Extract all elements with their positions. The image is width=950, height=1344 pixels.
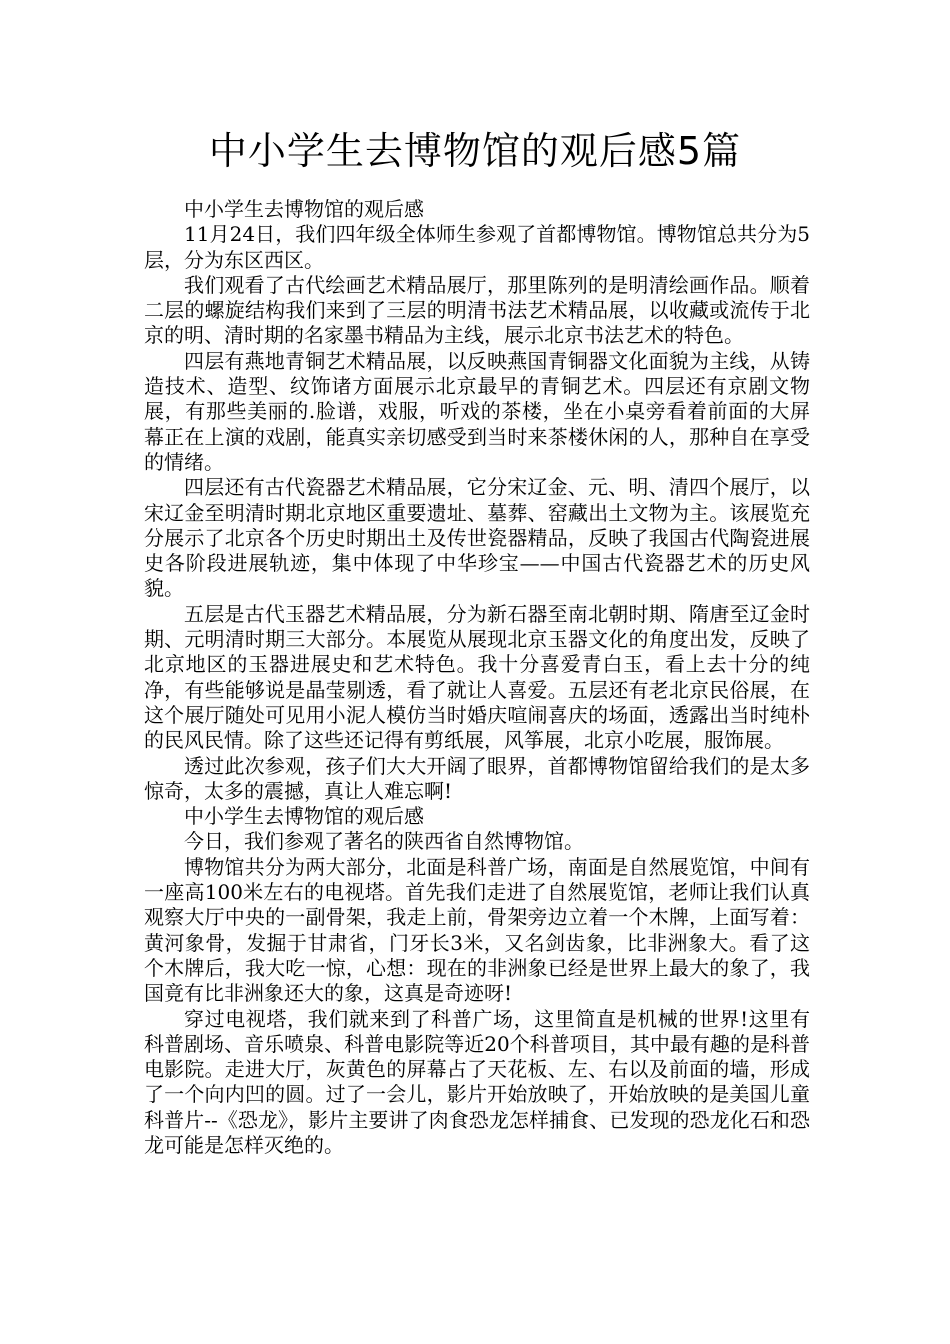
body-paragraph: 博物馆共分为两大部分，北面是科普广场，南面是自然展览馆，中间有一座高100米左右的电视塔。首先我们走进了自然展览馆，老师让我们认真观察大厅中央的一副骨架，我走上前，骨架旁边立着一个木牌，上面写着：黄河象骨，发掘于甘肃省，门牙长3米，又名剑齿象，比非洲象大。看了这个木牌后，我大吃一惊，心想：现在的非洲象已经是世界上最大的象了，我国竟有比非洲象还大的象，这真是奇迹呀! (144, 854, 810, 1006)
body-paragraph: 今日，我们参观了著名的陕西省自然博物馆。 (184, 829, 584, 854)
body-paragraph: 11月24日，我们四年级全体师生参观了首都博物馆。博物馆总共分为5层，分为东区西区。 (144, 222, 810, 272)
document-title: 中小学生去博物馆的观后感5篇 (208, 129, 742, 173)
document-body (144, 197, 810, 1158)
body-paragraph: 四层还有古代瓷器艺术精品展，它分宋辽金、元、明、清四个展厅，以宋辽金至明清时期北京地区重要遗址、墓葬、窑藏出土文物为主。该展览充分展示了北京各个历史时期出土及传世瓷器精品，反映了我国古代陶瓷进展史各阶段进展轨迹，集中体现了中华珍宝——中国古代瓷器艺术的历史风貌。 (144, 475, 810, 601)
body-paragraph: 五层是古代玉器艺术精品展，分为新石器至南北朝时期、隋唐至辽金时期、元明清时期三大部分。本展览从展现北京玉器文化的角度出发，反映了北京地区的玉器进展史和艺术特色。我十分喜爱青白玉，看上去十分的纯净，有些能够说是晶莹剔透，看了就让人喜爱。五层还有老北京民俗展，在这个展厅随处可见用小泥人模仿当时婚庆喧闹喜庆的场面，透露出当时纯朴的民风民情。除了这些还记得有剪纸展，风筝展，北京小吃展，服饰展。 (144, 601, 810, 753)
section-heading-1: 中小学生去博物馆的观后感 (184, 197, 424, 221)
body-paragraph: 透过此次参观，孩子们大大开阔了眼界，首都博物馆留给我们的是太多惊奇，太多的震撼，真让人难忘啊! (144, 753, 810, 803)
body-paragraph: 我们观看了古代绘画艺术精品展厅，那里陈列的是明清绘画作品。顺着二层的螺旋结构我们来到了三层的明清书法艺术精品展，以收藏或流传于北京的明、清时期的名家墨书精品为主线，展示北京书法艺术的特色。 (144, 272, 810, 348)
body-paragraph: 四层有燕地青铜艺术精品展，以反映燕国青铜器文化面貌为主线，从铸造技术、造型、纹饰诸方面展示北京最早的青铜艺术。四层还有京剧文物展，有那些美丽的.脸谱，戏服，听戏的茶楼，坐在小桌旁看着前面的大屏幕正在上演的戏剧，能真实亲切感受到当时来茶楼休闲的人，那种自在享受的情绪。 (144, 348, 810, 474)
body-paragraph: 穿过电视塔，我们就来到了科普广场，这里简直是机械的世界!这里有科普剧场、音乐喷泉、科普电影院等近20个科普项目，其中最有趣的是科普电影院。走进大厅，灰黄色的屏幕占了天花板、左、右以及前面的墙，形成了一个向内凹的圆。过了一会儿，影片开始放映了，开始放映的是美国儿童科普片--《恐龙》，影片主要讲了肉食恐龙怎样捕食、已发现的恐龙化石和恐龙可能是怎样灭绝的。 (144, 1006, 810, 1157)
section-heading-2: 中小学生去博物馆的观后感 (184, 804, 424, 829)
